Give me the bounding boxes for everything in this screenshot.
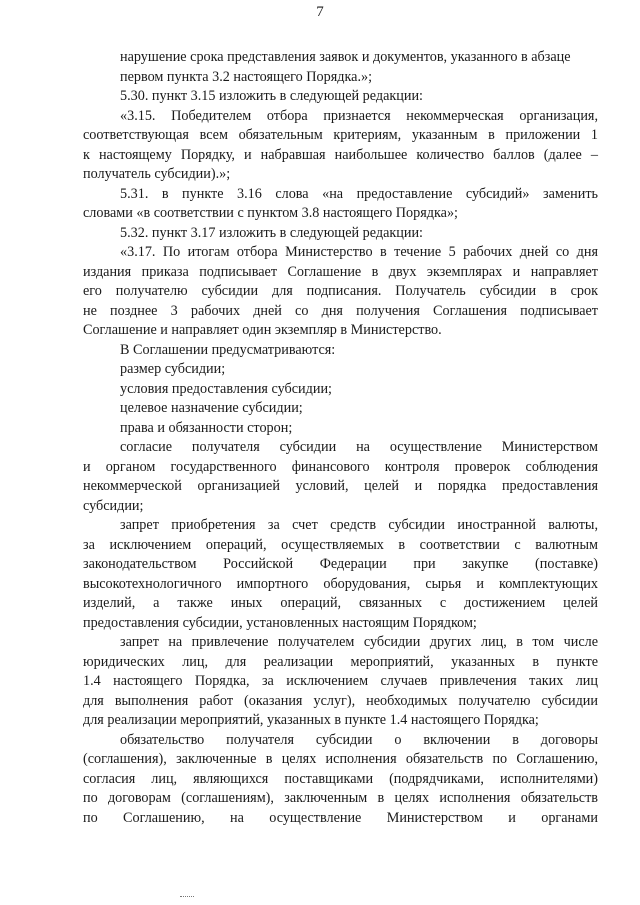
text-line: В Соглашении предусматриваются: — [120, 341, 336, 358]
text-line: 5.31. в пункте 3.16 слова «на предоставление субсидий» заменить — [120, 185, 598, 202]
text-line: согласие получателя субсидии на осуществление Министерством — [120, 439, 598, 455]
text-line: получатель субсидии).»; — [83, 166, 231, 182]
text-line: согласия лиц, являющихся поставщиками (подрядчиками, исполнителями) — [83, 770, 598, 787]
text-line: субсидии; — [83, 497, 144, 514]
text-line: к настоящему Порядку, и набравшая наибольшее количество баллов (далее – — [83, 146, 598, 163]
text-line: за исключением операций, осуществляемых в соответствии с валютным — [83, 536, 598, 553]
text-line: нарушение срока представления заявок и документов, указанного в абзаце — [120, 49, 571, 65]
text-line: издания приказа подписывает Соглашение в двух экземплярах и направляет — [83, 263, 598, 280]
text-line: предоставления субсидии, установленных настоящим Порядком; — [83, 614, 477, 631]
text-line: запрет приобретения за счет средств субсидии иностранной валюты, — [120, 517, 598, 533]
document-body — [83, 48, 598, 828]
page-number: 7 — [316, 4, 324, 20]
text-line: по Соглашению, на осуществление Министерством и органами — [83, 809, 598, 826]
text-line: размер субсидии; — [120, 361, 226, 377]
text-line: высокотехнологичного импортного оборудования, сырья и комплектующих — [83, 575, 598, 592]
text-line: целевое назначение субсидии; — [120, 400, 303, 416]
text-line: условия предоставления субсидии; — [120, 380, 332, 397]
text-line: изделий, а также иных операций, связанных с достижением целей — [83, 595, 598, 611]
footer-mark — [180, 896, 194, 898]
text-line: «3.17. По итогам отбора Министерство в течение 5 рабочих дней со дня — [120, 244, 598, 260]
text-line: юридических лиц, для реализации мероприятий, указанных в пункте — [83, 653, 598, 670]
text-line: 5.30. пункт 3.15 изложить в следующей редакции: — [120, 88, 423, 104]
text-line: соответствующая всем обязательным критериям, указанным в приложении 1 — [83, 127, 598, 143]
text-line: и органом государственного финансового контроля проверок соблюдения — [83, 458, 598, 475]
text-line: права и обязанности сторон; — [120, 419, 293, 436]
text-line: первом пункта 3.2 настоящего Порядка.»; — [120, 68, 373, 85]
text-line: законодательством Российской Федерации при закупке (поставке) — [83, 556, 598, 572]
text-line: 5.32. пункт 3.17 изложить в следующей редакции: — [120, 224, 423, 241]
text-line: обязательство получателя субсидии о включении в договоры — [120, 731, 598, 748]
text-line: 1.4 настоящего Порядка, за исключением случаев привлечения таких лиц — [83, 673, 598, 689]
text-line: Соглашение и направляет один экземпляр в Министерство. — [83, 322, 442, 338]
text-line: запрет на привлечение получателем субсидии других лиц, в том числе — [120, 634, 598, 650]
text-line: «3.15. Победителем отбора признается некоммерческая организация, — [120, 107, 598, 124]
text-line: его получателю субсидии для подписания. Получатель субсидии в срок — [83, 283, 598, 299]
text-line: некоммерческой организацией условий, целей и порядка предоставления — [83, 478, 598, 494]
text-line: (соглашения), заключенные в целях исполнения обязательств по Соглашению, — [83, 751, 598, 767]
text-line: для выполнения работ (оказания услуг), необходимых получателю субсидии — [83, 692, 598, 709]
text-line: не позднее 3 рабочих дней со дня получения Соглашения подписывает — [83, 302, 598, 319]
text-line: для реализации мероприятий, указанных в пункте 1.4 настоящего Порядка; — [83, 712, 539, 728]
text-line: по договорам (соглашениям), заключенным в целях исполнения обязательств — [83, 790, 598, 806]
text-line: словами «в соответствии с пунктом 3.8 настоящего Порядка»; — [83, 205, 458, 221]
